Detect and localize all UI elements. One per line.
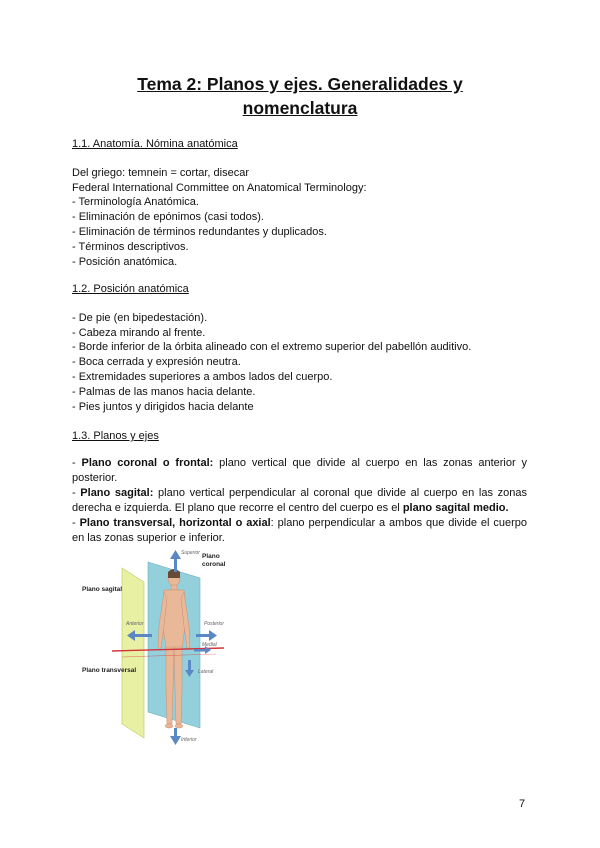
title-line-1: Tema 2: Planos y ejes. Generalidades y	[137, 74, 463, 94]
transversal-plane-label: Plano transversal	[82, 667, 137, 674]
term-sagital-medio: plano sagital medio.	[402, 502, 509, 514]
plane-sagital-item: - Plano sagital: plano vertical perpendicular al coronal que divide al cuerpo en las zonas derecha e izquierda. El plano que recorre el centro del cuerpo es el plano sagital medio.	[72, 487, 527, 514]
sagital-plane-shape	[122, 568, 144, 738]
medial-label: Medial	[202, 642, 217, 648]
list-item: - Palmas de las manos hacia delante.	[72, 385, 256, 398]
anatomical-planes-figure	[78, 548, 238, 748]
plane-coronal-item: - Plano coronal o frontal: plano vertical que divide al cuerpo en las zonas anterior y posterior.	[72, 457, 527, 484]
page-number: 7	[519, 798, 526, 810]
inferior-label: Inferior	[181, 737, 197, 743]
coronal-plane-label: Plano coronal	[202, 553, 226, 568]
planes-description	[72, 456, 527, 546]
list-item: - Extremidades superiores a ambos lados del cuerpo.	[72, 370, 333, 383]
text-line	[72, 151, 532, 166]
text-line	[72, 296, 532, 311]
list-item: - Posición anatómica.	[72, 255, 178, 268]
plane-transversal-item: - Plano transversal, horizontal o axial: plano perpendicular a ambos que divide el cuerpo en las zonas superior e inferior.	[72, 517, 527, 544]
list-item: - Pies juntos y dirigidos hacia delante	[72, 400, 254, 413]
lateral-label: Lateral	[198, 669, 214, 675]
title-line-2: nomenclatura	[242, 98, 358, 118]
anterior-label: Anterior	[126, 621, 144, 627]
section-1-2-body	[72, 296, 532, 414]
anatomy-illustration	[78, 548, 238, 748]
term-transversal: Plano transversal, horizontal o axial	[79, 517, 271, 529]
term-sagital: Plano sagital:	[80, 487, 154, 499]
text-line: Del griego: temnein = cortar, disecar	[72, 166, 250, 179]
section-1-1-body	[72, 151, 532, 269]
list-item: - Terminología Anatómica.	[72, 196, 199, 209]
list-item: - Eliminación de epónimos (casi todos).	[72, 211, 264, 224]
section-heading-1-1: 1.1. Anatomía. Nómina anatómica	[72, 138, 238, 150]
term-coronal: Plano coronal o frontal:	[81, 457, 214, 469]
list-item: - Términos descriptivos.	[72, 240, 189, 253]
list-item: - Cabeza mirando al frente.	[72, 326, 206, 339]
list-item: - De pie (en bipedestación).	[72, 311, 208, 324]
list-item: - Eliminación de términos redundantes y duplicados.	[72, 225, 327, 238]
list-item: - Borde inferior de la órbita alineado con el extremo superior del pabellón auditivo.	[72, 341, 472, 354]
sagital-plane-label: Plano sagital	[82, 586, 123, 593]
list-item: - Boca cerrada y expresión neutra.	[72, 356, 241, 369]
posterior-label: Posterior	[204, 621, 225, 627]
superior-label: Superior	[181, 550, 200, 556]
section-heading-1-3: 1.3. Planos y ejes	[72, 430, 159, 442]
text-line: Federal International Committee on Anatomical Terminology:	[72, 181, 367, 194]
page-title	[60, 72, 540, 120]
section-heading-1-2: 1.2. Posición anatómica	[72, 283, 189, 295]
